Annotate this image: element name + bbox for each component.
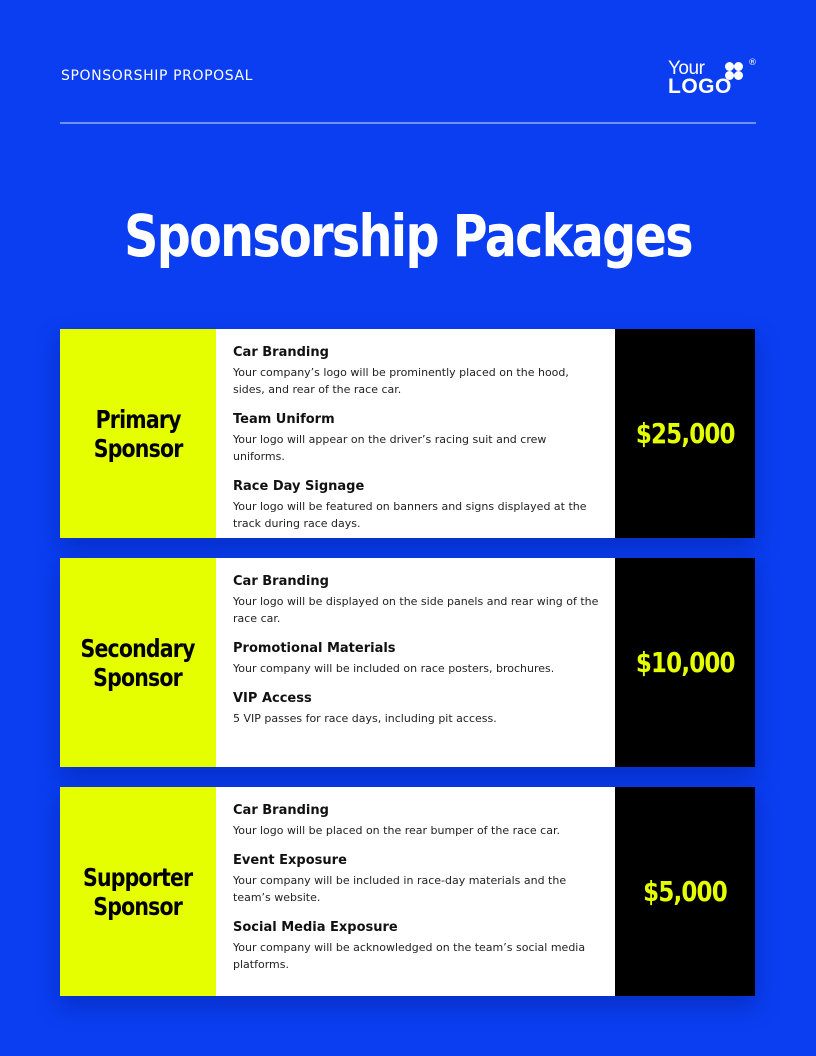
company-logo (668, 58, 764, 100)
feature-title: Event Exposure (233, 853, 347, 868)
feature-item (233, 641, 599, 677)
package-card-supporter (60, 787, 755, 996)
feature-item (233, 345, 599, 398)
feature-item (233, 412, 599, 465)
package-card-primary (60, 329, 755, 538)
package-price-panel (615, 558, 755, 767)
package-name-panel (60, 329, 216, 538)
package-features (216, 787, 615, 996)
feature-title: Promotional Materials (233, 641, 396, 656)
registered-mark: ® (748, 58, 757, 68)
feature-description: 5 VIP passes for race days, including pit access. (233, 712, 497, 725)
feature-title: Car Branding (233, 345, 329, 360)
document-header-label: SPONSORSHIP PROPOSAL (61, 68, 254, 84)
package-price: $25,000 (635, 417, 735, 450)
feature-item (233, 803, 599, 839)
package-features (216, 558, 615, 767)
feature-title: VIP Access (233, 691, 312, 706)
feature-item (233, 920, 599, 973)
feature-description: Your company will be included in race-day materials and the team’s website. (233, 874, 567, 904)
page-title: Sponsorship Packages (124, 202, 692, 270)
feature-description: Your company will be included on race posters, brochures. (233, 662, 555, 675)
package-name: Supporter Sponsor (83, 862, 193, 921)
feature-description: Your logo will be placed on the rear bumper of the race car. (233, 824, 560, 837)
feature-description: Your company will be acknowledged on the team’s social media platforms. (233, 941, 586, 971)
feature-title: Car Branding (233, 803, 329, 818)
package-price-panel (615, 329, 755, 538)
package-price: $5,000 (643, 875, 727, 908)
package-name-panel (60, 558, 216, 767)
header-divider (60, 122, 756, 124)
feature-item (233, 574, 599, 627)
feature-title: Social Media Exposure (233, 920, 398, 935)
feature-item (233, 853, 599, 906)
feature-title: Car Branding (233, 574, 329, 589)
logo-text-top: Your (668, 58, 705, 79)
feature-description: Your logo will be displayed on the side panels and rear wing of the race car. (233, 595, 599, 625)
package-card-secondary (60, 558, 755, 767)
feature-description: Your logo will be featured on banners and signs displayed at the track during race days. (233, 500, 587, 530)
package-price-panel (615, 787, 755, 996)
package-name-panel (60, 787, 216, 996)
feature-title: Team Uniform (233, 412, 335, 427)
logo-text-bottom: LOGO (668, 75, 732, 98)
package-price: $10,000 (635, 646, 735, 679)
feature-description: Your logo will appear on the driver’s racing suit and crew uniforms. (233, 433, 547, 463)
feature-item (233, 691, 599, 727)
package-features (216, 329, 615, 538)
package-name: Secondary Sponsor (80, 633, 196, 692)
feature-title: Race Day Signage (233, 479, 365, 494)
package-name: Primary Sponsor (93, 404, 183, 463)
feature-description: Your company’s logo will be prominently placed on the hood, sides, and rear of the race car. (233, 366, 569, 396)
feature-item (233, 479, 599, 532)
